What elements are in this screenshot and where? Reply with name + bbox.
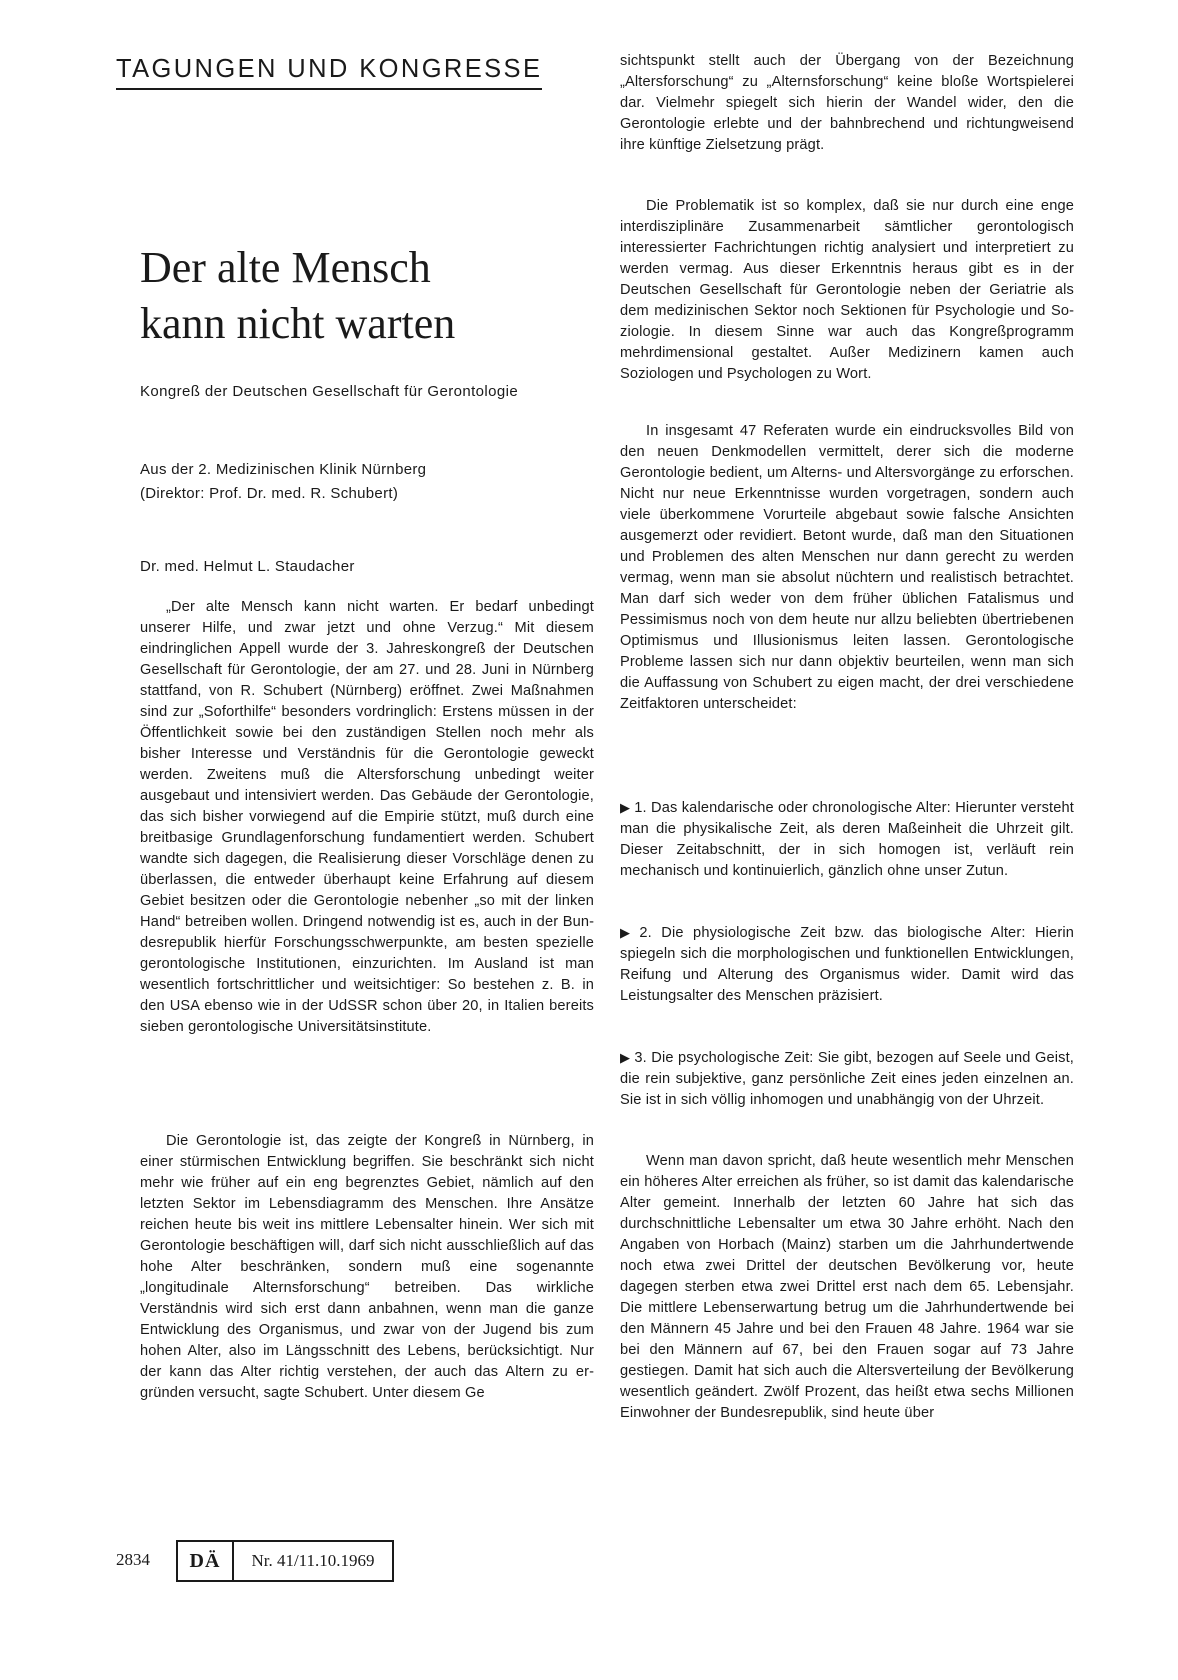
bullet-item-3	[620, 1047, 1074, 1111]
bullet-text-1: 1. Das kalendarische oder chronologische Alter: Hierunter versteht man die physikalische Zeit, als deren Maßeinheit die Uhrzeit gilt. Dieser Zeitabschnitt, der in sich homogen ist, verläuft rein mechanisch und kontinuierlich, gänzlich ohne unser Zutun.	[620, 800, 1074, 879]
right-paragraph-0: sichtspunkt stellt auch der Übergang von der Bezeichnung „Altersforschung“ zu „Alternsforschung“ keine bloße Wortspielerei dar. Vielmehr spiegelt sich hierin der Wandel wider, den die Gerontologie erlebte und der bahnbrechend und richtungweisend ihre künftige Zielsetzung prägt.	[620, 53, 1074, 153]
bullet-arrow-icon: ▶	[620, 800, 631, 815]
affiliation-line-2: (Direktor: Prof. Dr. med. R. Schubert)	[140, 485, 399, 502]
article-subtitle: Kongreß der Deutschen Gesellschaft für Gerontologie	[140, 383, 519, 400]
journal-logo: DÄ	[178, 1542, 234, 1580]
bullet-text-3: 3. Die psychologische Zeit: Sie gibt, bezogen auf Seele und Geist, die rein subjektive, ganz persönliche Zeit eines jeden einzelnen an. Sie ist in sich völlig inhomogen und unabhängig von der Uhrzeit.	[620, 1050, 1074, 1108]
bullet-arrow-icon: ▶	[620, 1050, 631, 1065]
author-name: Dr. med. Helmut L. Staudacher	[140, 558, 355, 575]
right-paragraph-3: Wenn man davon spricht, daß heute wesentlich mehr Menschen ein höheres Alter erreichen als früher, so ist damit das kalendarische Alter gemeint. Innerhalb der letzten 60 Jahre hat sich das durchschnittliche Lebensalter um etwa 30 Jahre erhöht. Nach den Angaben von Horbach (Mainz) starben um die Jahrhundertwende noch etwa zwei Drittel der deutschen Bevölkerung vor, heute dagegen sterben etwa zwei Drittel erst nach dem 65. Lebensjahr. Die mittlere Lebenserwartung betrug um die Jahrhundertwende bei den Männern 45 Jahre und bei den Frauen 48 Jahre. 1964 war sie bei den Männern auf 67, bei den Frauen sogar auf 73 Jahre gestiegen. Damit hat sich auch die Altersverteilung der Bevölkerung wesentlich geändert. Zwölf Prozent, das heißt etwa sechs Millionen Einwohner der Bundesrepublik, sind heute über	[620, 1153, 1074, 1421]
affiliation-line-1: Aus der 2. Medizinischen Klinik Nürnberg	[140, 461, 427, 478]
left-paragraph-1: „Der alte Mensch kann nicht warten. Er bedarf unbedingt unserer Hilfe, und zwar jetzt und ohne Verzug.“ Mit diesem eindringlichen Appell wurde der 3. Jahreskongreß der Deutschen Gesellschaft für Gerontologie, der am 27. und 28. Juni in Nürnberg stattfand, von R. Schubert (Nürnberg) eröffnet. Zwei Maßnahmen sind zur „Soforthilfe“ besonders vordringlich: Erstens müssen in der Öffentlichkeit sowie bei den zuständigen Stellen noch mehr als bisher Interesse und Verständnis für die Gerontologie geweckt werden. Zweitens muß die Altersforschung unbedingt weiter ausgebaut und intensiviert werden. Das Gebäude der Gerontologie, das sich bisher vorwiegend auf die Empirie stützt, muß durch eine breitbasige Grundlagenforschung fundamentiert werden. Schubert wandte sich dagegen, die Realisierung dieser Vorschläge denen zu überlassen, die entweder überhaupt keine Erfahrung auf diesem Gebiet besitzen oder die Gerontologie nebenher „so mit der linken Hand“ betreiben wollen. Dringend notwendig ist es, auch in der Bundesrepublik hierfür Forschungsschwerpunkte, am besten spezielle gerontologische Institutionen, einzurichten. Im Ausland ist man wesentlich fortschrittlicher und weitsichtiger: So bestehen z. B. in den USA ebenso wie in der UdSSR schon über 20, in Italien bereits sieben gerontologische Universitätsinstitute.	[140, 599, 594, 1035]
bullet-item-1	[620, 797, 1074, 882]
affiliation	[140, 458, 600, 506]
title-line-2: kann nicht warten	[140, 299, 456, 348]
section-heading: TAGUNGEN UND KONGRESSE	[116, 54, 542, 90]
page-number: 2834	[116, 1550, 150, 1569]
journal-badge	[176, 1540, 394, 1582]
bullet-arrow-icon: ▶	[620, 925, 636, 940]
page-footer	[116, 1540, 392, 1580]
bullet-text-2: 2. Die physiologische Zeit bzw. das biologische Alter: Hierin spiegeln sich die morphologischen und funktionellen Entwicklungen, Reifung und Alterung des Organismus wider. Damit wird das Leistungsalter des Menschen präzisiert.	[620, 925, 1074, 1004]
title-line-1: Der alte Mensch	[140, 243, 431, 292]
right-paragraph-1: Die Problematik ist so komplex, daß sie nur durch eine enge interdisziplinäre Zusammenarbeit sämtlicher gerontologisch interessierter Fachrichtungen richtig analysiert und interpretiert zu werden vermag. Aus dieser Erkenntnis heraus gibt es in der Deutschen Gesellschaft für Gerontologie neben der Geriatrie als dem medizinischen Sektor noch Sektionen für Psychologie und Soziologie. In diesem Sinne war auch das Kongreßprogramm mehrdimensional gestaltet. Außer Medizinern kamen auch Soziologen und Psychologen zu Wort.	[620, 198, 1074, 382]
article-title	[140, 240, 600, 352]
issue-label: Nr. 41/11.10.1969	[251, 1551, 375, 1570]
left-paragraph-2: Die Gerontologie ist, das zeigte der Kongreß in Nürnberg, in einer stürmischen Entwicklung begriffen. Sie beschränkt sich nicht mehr wie früher auf ein eng begrenztes Gebiet, nämlich auf den letzten Sektor im Lebensdiagramm des Menschen. Ihre Ansätze reichen heute bis weit ins mittlere Lebensalter hinein. Wer sich mit Gerontologie beschäftigen will, darf sich nicht ausschließlich auf das hohe Alter beschränken, sondern muß eine sogenannte „longitudinale Alternsforschung“ betreiben. Das wirkliche Verständnis wird sich erst dann anbahnen, wenn man die ganze Entwicklung des Organismus, und zwar von der Jugend bis zum hohen Alter, also im Längsschnitt des Lebens, berücksichtigt. Nur der kann das Alter richtig verstehen, der auch das Altern zu ergründen versucht, sagte Schubert. Unter diesem Ge	[140, 1133, 594, 1401]
right-paragraph-2: In insgesamt 47 Referaten wurde ein eindrucksvolles Bild von den neuen Denkmodellen vermittelt, derer sich die moderne Gerontologie bedient, um Alterns- und Altersvorgänge zu erforschen. Nicht nur neue Erkenntnisse wurden vorgetragen, sondern auch viele überkommene Vorurteile abgebaut sowie falsche Ansichten ausgemerzt oder revidiert. Betont wurde, daß man den Situationen und Problemen des alten Menschen nur dann gerecht zu werden vermag, wenn man sie absolut nüchtern und realistisch betrachtet. Man darf sich weder von dem früher üblichen Fatalismus und Pessimismus noch von dem heute nur allzu beliebten übertriebenen Optimismus und Illusionismus leiten lassen. Gerontologische Probleme lassen sich nur dann objektiv beurteilen, wenn man sich die Auffassung von Schubert zu eigen macht, der drei verschiedene Zeitfaktoren unterscheidet:	[620, 423, 1074, 712]
bullet-item-2	[620, 922, 1074, 1007]
